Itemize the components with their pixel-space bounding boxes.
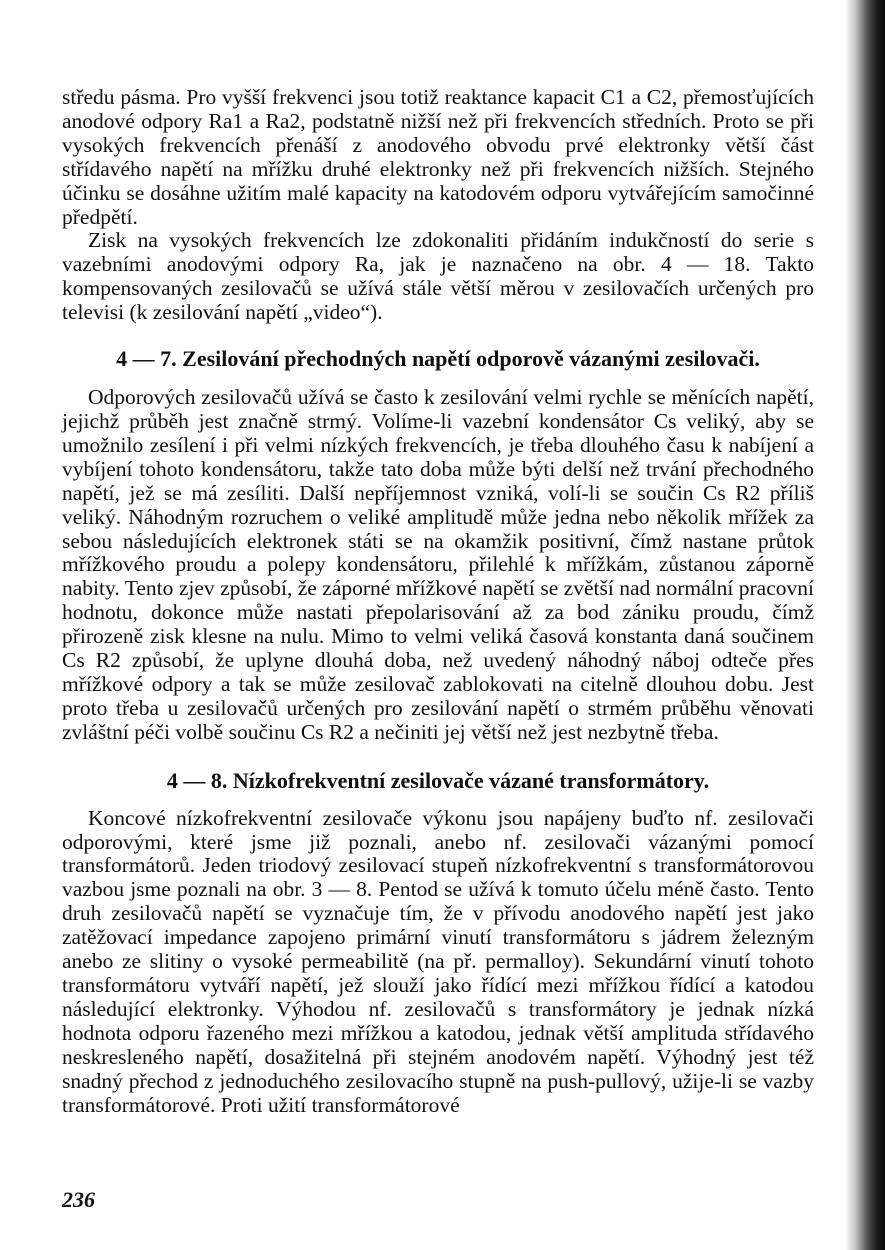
section-heading-4-7: 4 — 7. Zesilování přechodných napětí odporově vázanými zesilovači. (116, 346, 760, 372)
paragraph-transformer: Koncové nízkofrekventní zesilovače výkonu jsou napájeny buďto nf. zesilovači odporovými, které jsme již poznali, anebo nf. zesilovači vázanými pomocí transformátorů. Jeden triodový zesilovací stupeň nízkofrekventní s transformátorovou vazbou jsme poznali na obr. 3 — 8. Pentod se užívá k tomuto účelu méně často. Tento druh zesilovačů napětí se vyznačuje tím, že v přívodu anodového napětí jest jako zatěžovací impedance zapojeno primární vinutí transformátoru s jádrem železným anebo ze slitiny o vysoké permeabilitě (na př. permalloy). Sekundární vinutí tohoto transformátoru vytváří napětí, jež slouží jako řídící mezi mřížkou řídící a katodou následující elektronky. Výhodou nf. zesilovačů s transformátory je jednak nízká hodnota odporu řazeného mezi mřížkou a katodou, jednak větší amplituda střídavého neskresleného napětí, dosažitelná při stejném anodovém napětí. Výhodný jest též snadný přechod z jednoduchého zesilovacího stupně na push-pullový, užije-li se vazby transformátorové. Proti užití transformátorové (62, 805, 814, 1117)
paragraph-continuation: středu pásma. Pro vyšší frekvenci jsou totiž reaktance kapacit C1 a C2, přemosťujících anodové odpory Ra1 a Ra2, podstatně nižší než při frekvencích středních. Proto se při vysokých frekvencích přenáší z anodového obvodu prvé elektronky větší část střídavého napětí na mřížku druhé elektronky než při frekvencích nižších. Stejného účinku se dosáhne užitím malé kapacity na katodovém odporu vytvářejícím samočinné předpětí. (62, 85, 814, 229)
paragraph-compensation: Zisk na vysokých frekvencích lze zdokonaliti přidáním indukčností do serie s vazebními anodovými odpory Ra, jak je naznačeno na obr. 4 — 18. Takto kompensovaných zesilovačů se užívá stále větší měrou v zesilovačích určených pro televisi (k zesilování napětí „video“). (62, 228, 814, 325)
page-body (62, 86, 814, 1117)
page-edge-shadow (845, 0, 885, 1250)
section-heading-4-8: 4 — 8. Nízkofrekventní zesilovače vázané transformátory. (166, 767, 710, 793)
paragraph-transient: Odporových zesilovačů užívá se často k zesilování velmi rychle se měnících napětí, jejichž průběh jest značně strmý. Volíme-li vazební kondensátor Cs veliký, aby se umožnilo zesílení i při velmi nízkých frekvencích, je třeba dlouhého času k nabíjení a vybíjení tohoto kondensátoru, takže tato doba může býti delší než trvání přechodného napětí, jež se má zesíliti. Další nepříjemnost vzniká, volí-li se součin Cs R2 příliš veliký. Náhodným rozruchem o veliké amplitudě může jedna nebo několik mřížek za sebou následujících elektronek státi se na okamžik positivní, čímž nastane průtok mřížkového proudu a polepy kondensátoru, přilehlé k mřížkám, zůstanou záporně nabity. Tento zjev způsobí, že záporné mřížkové napětí se zvětší nad normální pracovní hodnotu, dokonce může nastati přepolarisování až za bod zániku proudu, čímž přirozeně zisk klesne na nulu. Mimo to velmi veliká časová konstanta daná součinem Cs R2 způsobí, že uplyne dlouhá doba, než uvedený náhodný náboj odteče přes mřížkové odpory a tak se může zesilovač zablokovati na citelně dlouhou dobu. Jest proto třeba u zesilovačů určených pro zesilování napětí o strmém průběhu věnovati zvláštní péči volbě součinu Cs R2 a nečiniti jej větší než jest nezbytně třeba. (62, 385, 814, 744)
page-number: 236 (62, 1187, 95, 1212)
